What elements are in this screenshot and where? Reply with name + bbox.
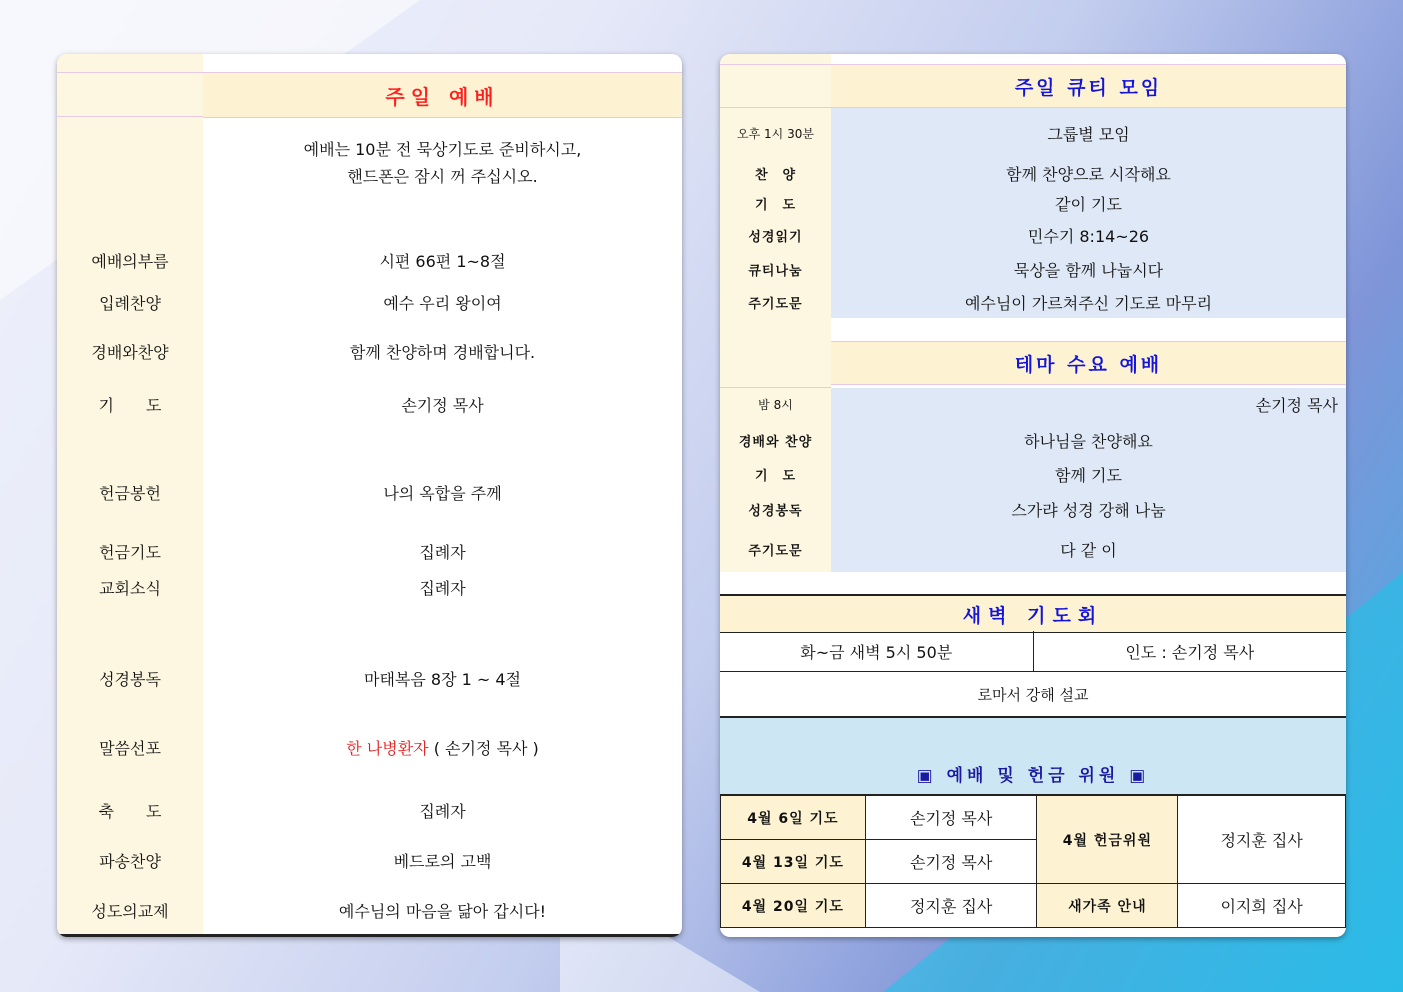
- committee-title: ▣ 예배 및 헌금 위원 ▣: [916, 766, 1150, 786]
- order-value: 예수 우리 왕이여: [383, 293, 502, 313]
- order-label: 말씀선포: [99, 738, 161, 758]
- wednesday-label: 경배와 찬양: [738, 434, 813, 450]
- prayer-name: 정지훈 집사: [865, 884, 1037, 928]
- offering-name: 정지훈 집사: [1178, 795, 1346, 884]
- order-value: 시편 66편 1~8절: [379, 251, 506, 271]
- committee-header: [720, 718, 1346, 794]
- meetings-panel: [720, 54, 1346, 937]
- wednesday-leader: 손기정 목사: [1255, 395, 1338, 415]
- dawn-sermon: 로마서 강해 설교: [720, 672, 1346, 718]
- section-title: [720, 594, 1346, 633]
- wednesday-value: 함께 기도: [1055, 465, 1122, 485]
- wednesday-title: 테마 수요 예배: [1014, 353, 1163, 376]
- order-label: 파송찬양: [99, 851, 161, 871]
- qt-label: 기 도: [754, 197, 797, 213]
- order-value: 예수님의 마음을 닮아 갑시다!: [338, 901, 547, 921]
- order-value: 베드로의 고백: [393, 851, 492, 871]
- sunday-worship-panel: [57, 54, 682, 937]
- section-title: [203, 72, 682, 118]
- order-row: [57, 246, 682, 274]
- order-row: [57, 664, 682, 692]
- wednesday-label: 성경봉독: [748, 503, 803, 519]
- committee-table: [720, 794, 1346, 928]
- order-row: [57, 733, 682, 761]
- order-value: 마태복음 8장 1 ~ 4절: [363, 669, 522, 689]
- prayer-date: 4월 13일 기도: [721, 840, 866, 884]
- wednesday-row: [720, 427, 1346, 453]
- section-title: [831, 341, 1346, 385]
- wednesday-label: 주기도문: [748, 543, 803, 559]
- order-value: 함께 찬양하며 경배합니다.: [349, 342, 536, 362]
- offering-label: 4월 헌금위원: [1037, 795, 1178, 884]
- wednesday-label: 기 도: [754, 468, 797, 484]
- notice-line: 예배는 10분 전 묵상기도로 준비하시고,: [303, 140, 582, 159]
- newfamily-label: 새가족 안내: [1037, 884, 1178, 928]
- wednesday-value: 하나님을 찬양해요: [1024, 431, 1153, 451]
- wednesday-row: [720, 391, 1346, 417]
- wednesday-value: 스가랴 성경 강해 나눔: [1011, 500, 1166, 520]
- newfamily-name: 이지희 집사: [1178, 884, 1346, 928]
- order-row: [57, 478, 682, 506]
- qt-time: 오후 1시 30분: [737, 126, 814, 141]
- section-title: [831, 64, 1346, 108]
- sunday-worship-title: 주일 예배: [385, 84, 500, 109]
- wednesday-value: 다 같 이: [1060, 540, 1117, 560]
- qt-row: [720, 120, 1346, 146]
- order-value: 나의 옥합을 주께: [383, 483, 502, 503]
- dawn-leader: 인도 : 손기정 목사: [1125, 642, 1255, 662]
- divider: [720, 107, 831, 108]
- qt-time-value: 그룹별 모임: [1047, 124, 1130, 144]
- qt-label: 큐티나눔: [748, 263, 803, 279]
- order-label: 축 도: [98, 801, 162, 821]
- order-row: [57, 337, 682, 365]
- order-label: 성경봉독: [99, 669, 161, 689]
- order-value: 집례자: [419, 578, 466, 598]
- order-label: 경배와찬양: [91, 342, 169, 362]
- divider: [57, 934, 682, 937]
- sermon-title: 한 나병환자: [346, 738, 429, 758]
- order-value: 집례자: [419, 542, 466, 562]
- qt-label: 찬 양: [754, 167, 797, 183]
- order-label: 헌금기도: [99, 542, 161, 562]
- order-value: 집례자: [419, 801, 466, 821]
- order-row: [57, 573, 682, 601]
- dawn-row: [720, 631, 1346, 672]
- qt-value: 예수님이 가르쳐주신 기도로 마무리: [964, 293, 1213, 313]
- order-label: 헌금봉헌: [99, 483, 161, 503]
- order-label: 성도의교제: [91, 901, 169, 921]
- order-row: [57, 390, 682, 418]
- order-row: [57, 846, 682, 874]
- qt-value: 같이 기도: [1055, 194, 1122, 214]
- divider: [720, 387, 831, 388]
- qt-title: 주일 큐티 모임: [1014, 76, 1163, 99]
- qt-row: [720, 190, 1346, 216]
- wednesday-row: [720, 461, 1346, 487]
- notice: [203, 136, 682, 190]
- qt-row: [720, 160, 1346, 186]
- prayer-name: 손기정 목사: [865, 795, 1037, 840]
- divider: [720, 64, 831, 65]
- qt-row: [720, 256, 1346, 282]
- wednesday-row: [720, 496, 1346, 522]
- order-label: 기 도: [98, 395, 162, 415]
- prayer-name: 손기정 목사: [865, 840, 1037, 884]
- order-label: 입례찬양: [99, 293, 161, 313]
- order-row: [57, 537, 682, 565]
- prayer-date: 4월 20일 기도: [721, 884, 866, 928]
- order-row: [57, 288, 682, 316]
- qt-label: 성경읽기: [748, 229, 803, 245]
- wednesday-row: [720, 536, 1346, 562]
- table-row: [721, 795, 1346, 840]
- qt-value: 함께 찬양으로 시작해요: [1006, 164, 1171, 184]
- wednesday-time: 밤 8시: [758, 397, 793, 412]
- table-row: [721, 884, 1346, 928]
- sermon-preacher: ( 손기정 목사 ): [428, 738, 539, 758]
- qt-row: [720, 222, 1346, 248]
- order-row: [57, 896, 682, 924]
- dawn-time: 화~금 새벽 5시 50분: [720, 631, 1034, 671]
- divider: [57, 72, 203, 73]
- qt-row: [720, 289, 1346, 315]
- order-value: 손기정 목사: [401, 395, 484, 415]
- order-label: 예배의부름: [91, 251, 169, 271]
- divider: [57, 116, 203, 117]
- dawn-title: 새벽 기도회: [962, 604, 1104, 627]
- qt-value: 민수기 8:14~26: [1027, 226, 1150, 246]
- sermon-value: [203, 736, 682, 759]
- prayer-date: 4월 6일 기도: [721, 795, 866, 840]
- qt-value: 묵상을 함께 나눕시다: [1013, 260, 1164, 280]
- order-row: [57, 796, 682, 824]
- order-label: 교회소식: [99, 578, 161, 598]
- notice-line: 핸드폰은 잠시 꺼 주십시오.: [347, 167, 538, 186]
- qt-label: 주기도문: [748, 296, 803, 312]
